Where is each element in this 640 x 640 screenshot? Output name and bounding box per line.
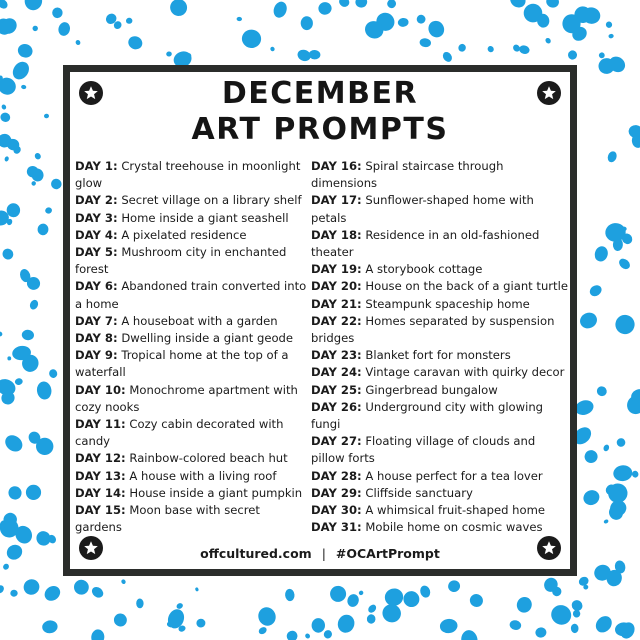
prompt-text: Crystal treehouse in moonlight glow [75, 159, 301, 191]
prompt-text: Floating village of clouds and pillow forts [311, 434, 536, 466]
day-label: DAY 28: [311, 468, 362, 483]
blue-dot [10, 590, 18, 597]
day-label: DAY 18: [311, 227, 362, 242]
blue-dot [486, 45, 495, 54]
blue-dot [567, 49, 578, 60]
blue-dot [241, 28, 263, 49]
prompt-text: Dwelling inside a giant geode [121, 331, 294, 346]
prompt-item [75, 502, 307, 536]
day-label: DAY 15: [75, 503, 126, 518]
prompt-item [311, 468, 569, 485]
prompt-item [311, 158, 569, 192]
day-label: DAY 9: [75, 348, 118, 363]
prompt-text: Residence in an old-fashioned theater [311, 227, 540, 260]
prompt-item [311, 519, 569, 536]
prompt-item [311, 278, 569, 295]
blue-dot [176, 602, 184, 610]
blue-dot [615, 437, 627, 449]
day-label: DAY 1: [75, 159, 118, 173]
blue-dot [136, 598, 144, 608]
day-label: DAY 27: [311, 434, 362, 449]
hashtag[interactable]: #OCArtPrompt [335, 546, 440, 561]
prompt-text: Spiral staircase through dimensions [311, 159, 504, 191]
prompt-text: A storybook cottage [365, 262, 483, 277]
prompt-text: A house perfect for a tea lover [365, 468, 543, 483]
prompt-item [311, 399, 569, 433]
blue-dot [2, 432, 26, 455]
blue-dot [518, 44, 530, 55]
prompt-item [75, 485, 307, 502]
blue-dot [2, 563, 10, 571]
blue-dot [613, 313, 636, 336]
blue-dot [121, 579, 127, 585]
blue-dot [285, 589, 295, 602]
footer [70, 546, 570, 561]
blue-dot [628, 124, 640, 138]
prompt-text: Mobile home on cosmic waves [365, 520, 543, 535]
prompt-item [311, 227, 569, 261]
blue-dot [312, 618, 325, 633]
blue-dot [535, 627, 547, 639]
day-label: DAY 8: [75, 331, 118, 346]
blue-dot [296, 48, 313, 63]
prompt-item [75, 416, 307, 450]
blue-dot [32, 25, 38, 31]
blue-dot [606, 150, 618, 163]
blue-dot [26, 485, 41, 500]
prompt-card [63, 65, 577, 576]
day-label: DAY 30: [311, 503, 362, 518]
blue-dot [0, 584, 6, 595]
day-label: DAY 25: [311, 382, 362, 397]
blue-dot [593, 245, 610, 263]
day-label: DAY 14: [75, 485, 126, 500]
website-link[interactable]: offcultured.com [200, 546, 312, 561]
blue-dot [386, 0, 396, 9]
blue-dot [44, 207, 52, 215]
day-label: DAY 24: [311, 365, 362, 380]
blue-dot [0, 247, 15, 262]
blue-dot [400, 588, 422, 610]
prompt-text: Steampunk spaceship home [365, 296, 530, 311]
blue-dot [545, 0, 561, 9]
blue-dot [126, 34, 144, 51]
prompt-text: A whimsical fruit-shaped home [365, 503, 546, 518]
blue-dot [73, 579, 90, 596]
blue-dot [602, 444, 610, 452]
prompt-text: A pixelated residence [121, 227, 247, 242]
prompt-item [311, 313, 569, 347]
prompt-item [311, 485, 569, 502]
blue-dot [577, 575, 590, 587]
prompt-item [75, 210, 307, 227]
day-label: DAY 12: [75, 451, 126, 466]
blue-dot [335, 612, 357, 635]
prompt-item [311, 382, 569, 399]
blue-dot [42, 583, 63, 604]
blue-dot [126, 18, 133, 25]
blue-dot [327, 583, 349, 605]
blue-dot [34, 152, 42, 161]
blue-dot [595, 384, 609, 398]
blue-dot [16, 42, 35, 60]
blue-dot [439, 618, 458, 634]
blue-dot [75, 39, 82, 46]
blue-dot [49, 177, 64, 191]
blue-dot [583, 448, 599, 464]
prompt-item [311, 502, 569, 519]
day-label: DAY 22: [311, 313, 362, 328]
blue-dot [355, 0, 368, 8]
blue-dot [0, 331, 3, 337]
prompt-list-right [311, 158, 569, 536]
blue-dot [31, 180, 37, 186]
blue-dot [441, 50, 454, 63]
day-label: DAY 13: [75, 468, 126, 483]
prompt-item [75, 278, 307, 312]
blue-dot [28, 299, 39, 311]
blue-dot [166, 51, 172, 57]
blue-dot [10, 59, 33, 83]
blue-dot [21, 329, 34, 341]
blue-dot [21, 84, 27, 89]
blue-dot [514, 595, 534, 615]
prompt-text: Mushroom city in enchanted forest [75, 245, 287, 277]
blue-dot [14, 378, 23, 386]
prompt-text: A house with a living roof [129, 468, 277, 483]
page-title-line-2: ART PROMPTS [191, 112, 449, 147]
prompt-text: Blanket fort for monsters [365, 348, 511, 363]
blue-dot [285, 629, 300, 640]
page-title-line-1: DECEMBER [221, 76, 419, 111]
day-label: DAY 5: [75, 245, 118, 260]
prompt-text: House on the back of a giant turtle [365, 279, 568, 294]
blue-dot [570, 598, 585, 613]
blue-dot [612, 464, 633, 482]
blue-dot [52, 7, 63, 18]
blue-dot [44, 114, 49, 119]
day-label: DAY 16: [311, 159, 362, 173]
blue-dot [270, 46, 276, 52]
blue-dot [598, 51, 606, 59]
blue-dot [608, 33, 614, 38]
prompt-text: Rainbow-colored beach hut [129, 451, 288, 466]
prompt-text: Moon base with secret gardens [75, 503, 260, 535]
day-label: DAY 2: [75, 193, 118, 208]
prompt-item [75, 227, 307, 244]
prompt-item [75, 382, 307, 416]
blue-dot [581, 487, 602, 507]
prompt-item [75, 468, 307, 485]
blue-dot [617, 257, 632, 272]
day-label: DAY 20: [311, 279, 362, 294]
blue-dot [366, 614, 376, 624]
prompt-list-left [75, 158, 307, 536]
blue-dot [90, 629, 105, 640]
blue-dot [603, 519, 609, 525]
blue-dot [446, 578, 462, 594]
blue-dot [1, 104, 7, 111]
day-label: DAY 10: [75, 382, 126, 397]
blue-dot [21, 576, 42, 597]
blue-dot [300, 16, 313, 30]
prompt-text: Homes separated by suspension bridges [311, 313, 555, 346]
blue-dot [48, 368, 58, 378]
blue-dot [236, 17, 242, 22]
blue-dot [547, 601, 575, 628]
prompt-item [75, 158, 307, 192]
prompt-item [75, 347, 307, 381]
blue-dot [4, 156, 10, 162]
day-label: DAY 19: [311, 262, 362, 277]
day-label: DAY 23: [311, 348, 362, 363]
prompt-item [75, 313, 307, 330]
blue-dot [37, 223, 48, 235]
blue-dot [196, 619, 205, 628]
day-label: DAY 4: [75, 227, 118, 242]
blue-dot [0, 0, 9, 11]
blue-dot [322, 629, 333, 640]
prompt-text: Vintage caravan with quirky decor [365, 365, 565, 380]
prompt-item [311, 433, 569, 467]
blue-dot [426, 18, 447, 40]
blue-dot [415, 13, 427, 25]
prompt-text: Gingerbread bungalow [365, 382, 498, 397]
prompt-item [75, 450, 307, 467]
blue-dot [457, 43, 467, 53]
blue-dot [271, 0, 288, 20]
prompt-item [75, 244, 307, 278]
blue-dot [593, 613, 615, 636]
blue-dot [631, 470, 639, 478]
blue-dot [57, 21, 72, 37]
blue-dot [90, 585, 106, 600]
day-label: DAY 3: [75, 210, 118, 225]
prompt-item [311, 296, 569, 313]
day-label: DAY 21: [311, 296, 362, 311]
blue-dot [4, 542, 25, 563]
blue-dot [578, 310, 600, 331]
footer-separator: | [321, 546, 326, 561]
blue-dot [419, 584, 432, 599]
day-label: DAY 7: [75, 313, 118, 328]
prompt-item [311, 347, 569, 364]
blue-dot [358, 590, 364, 596]
blue-dot [256, 605, 279, 629]
blue-dot [36, 380, 53, 400]
prompt-text: Sunflower-shaped home with petals [311, 193, 534, 225]
day-label: DAY 6: [75, 279, 118, 294]
blue-dot [460, 629, 479, 640]
day-label: DAY 29: [311, 485, 362, 500]
blue-dot [304, 633, 311, 640]
blue-dot [24, 0, 44, 11]
blue-dot [111, 611, 129, 629]
blue-dot [397, 17, 409, 27]
prompt-text: Monochrome apartment with cozy nooks [75, 382, 298, 414]
day-label: DAY 17: [311, 193, 362, 208]
blue-dot [467, 591, 485, 609]
prompt-text: Abandoned train converted into a home [75, 279, 307, 311]
prompt-item [75, 330, 307, 347]
prompt-text: A houseboat with a garden [121, 313, 278, 328]
blue-dot [588, 283, 604, 298]
blue-dot [7, 356, 11, 360]
prompt-text: Cozy cabin decorated with candy [75, 417, 284, 449]
prompt-text: Secret village on a library shelf [121, 193, 302, 208]
prompt-item [311, 261, 569, 278]
prompt-text: Home inside a giant seashell [121, 210, 289, 225]
blue-dot [337, 0, 351, 9]
blue-dot [605, 20, 613, 29]
prompt-text: Underground city with glowing fungi [311, 399, 544, 432]
prompt-item [311, 192, 569, 226]
blue-dot [317, 1, 333, 16]
blue-dot [195, 587, 199, 592]
blue-dot [167, 0, 191, 19]
blue-dot [509, 619, 522, 631]
blue-dot [257, 626, 268, 636]
prompt-text: House inside a giant pumpkin [129, 485, 303, 500]
day-label: DAY 11: [75, 417, 126, 432]
blue-dot [379, 601, 404, 626]
blue-dot [544, 37, 552, 45]
blue-dot [41, 620, 58, 635]
prompt-text: Cliffside sanctuary [365, 485, 473, 500]
day-label: DAY 31: [311, 520, 362, 535]
blue-dot [367, 603, 378, 614]
prompt-item [311, 364, 569, 381]
blue-dot [6, 484, 24, 502]
day-label: DAY 26: [311, 399, 362, 414]
blue-dot [419, 38, 432, 48]
blue-dot [0, 111, 12, 124]
prompt-text: Tropical home at the top of a waterfall [75, 348, 289, 380]
prompt-item [75, 192, 307, 209]
blue-dot [346, 593, 361, 609]
blue-dot [571, 623, 579, 633]
